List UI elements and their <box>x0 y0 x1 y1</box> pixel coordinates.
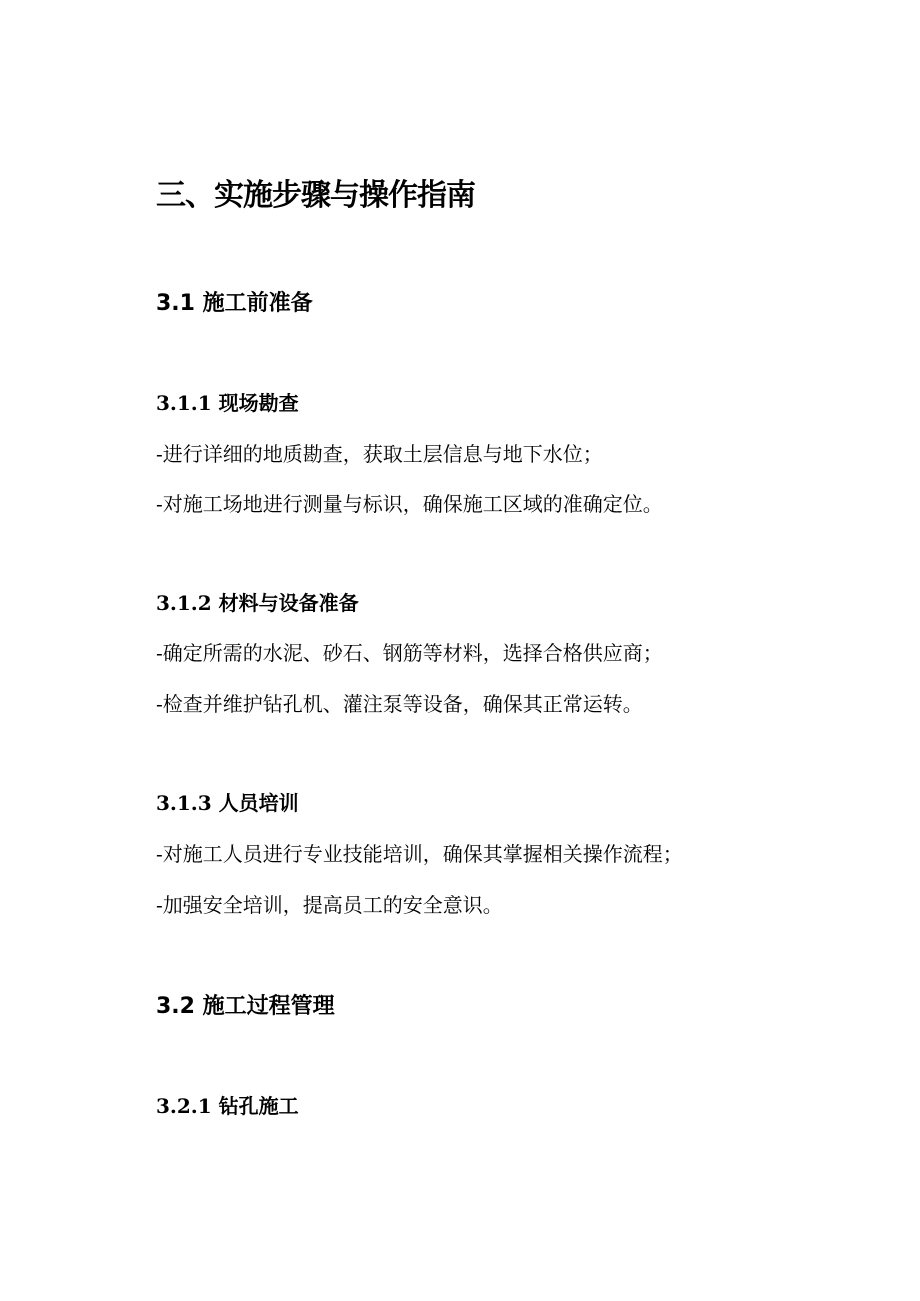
list-item: -对施工场地进行测量与标识，确保施工区域的准确定位。 <box>156 492 663 516</box>
subsection-heading-3-1-3: 3.1.3 人员培训 <box>156 791 299 815</box>
page-title: 三、实施步骤与操作指南 <box>156 178 475 213</box>
section-heading-3-1: 3.1 施工前准备 <box>156 291 313 316</box>
list-item: -进行详细的地质勘查，获取土层信息与地下水位； <box>156 442 603 466</box>
list-item: -加强安全培训，提高员工的安全意识。 <box>156 893 503 917</box>
subsection-heading-3-1-1: 3.1.1 现场勘查 <box>156 391 299 415</box>
section-heading-3-2: 3.2 施工过程管理 <box>156 994 335 1019</box>
list-item: -检查并维护钻孔机、灌注泵等设备，确保其正常运转。 <box>156 692 643 716</box>
subsection-heading-3-2-1: 3.2.1 钻孔施工 <box>156 1094 299 1118</box>
subsection-heading-3-1-2: 3.1.2 材料与设备准备 <box>156 591 359 615</box>
list-item: -对施工人员进行专业技能培训，确保其掌握相关操作流程； <box>156 842 683 866</box>
list-item: -确定所需的水泥、砂石、钢筋等材料，选择合格供应商； <box>156 641 663 665</box>
